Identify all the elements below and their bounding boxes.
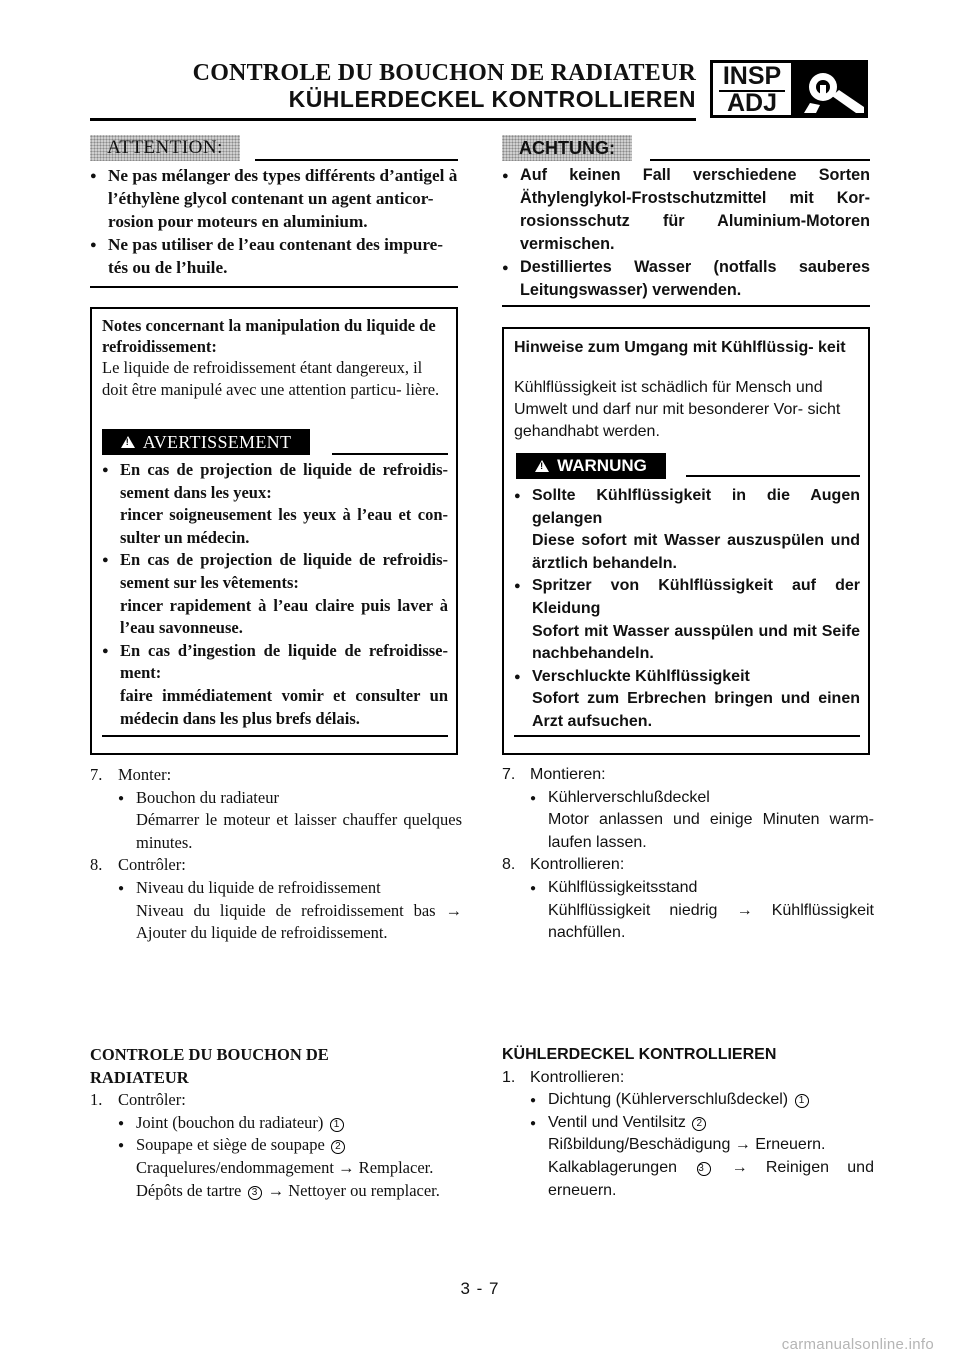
page-title-fr: CONTROLE DU BOUCHON DE RADIATEUR bbox=[192, 60, 696, 86]
step-7: 7. Monter: bbox=[90, 765, 172, 784]
badge-top-text: INSP bbox=[722, 62, 782, 90]
caution-list-fr bbox=[90, 164, 458, 279]
step-8: 8. Kontrollieren: bbox=[502, 856, 625, 874]
page-title-de: KÜHLERDECKEL KONTROLLIEREN bbox=[288, 86, 696, 112]
step-item: ● Niveau du liquide de refroidissement bbox=[90, 877, 462, 900]
list-item: ● En cas de projection de liquide de refroidis- sement dans les yeux: rincer soigneusement les yeux à l’eau et con- sulter un médecin. bbox=[102, 459, 448, 549]
warning-end-rule-fr bbox=[102, 735, 448, 737]
step-item: ● Soupape et siège de soupape 2 bbox=[90, 1134, 462, 1157]
warning-label-de bbox=[516, 453, 666, 479]
section-radiator-cap-de bbox=[502, 1044, 874, 1202]
step-text: Dépôts de tartre 3 → Nettoyer ou remplacer. bbox=[136, 1180, 440, 1200]
caution-rule-fr bbox=[255, 159, 458, 161]
watermark[interactable]: carmanualsonline.info bbox=[781, 1336, 934, 1353]
step-8: 8. Contrôler: bbox=[90, 855, 186, 875]
list-item: ● Ne pas utiliser de l’eau contenant des impure- tés ou de l’huile. bbox=[90, 233, 458, 279]
callout-ref: 2 bbox=[692, 1117, 706, 1131]
note-heading-de: Hinweise zum Umgang mit Kühlflüssig- keit bbox=[514, 339, 846, 356]
step-item: ● Ventil und Ventilsitz 2 bbox=[502, 1112, 874, 1135]
coolant-note-box-fr bbox=[90, 307, 458, 755]
warning-label-text: WARNUNG bbox=[557, 456, 647, 475]
insp-adj-badge bbox=[710, 60, 868, 118]
warning-rule-fr bbox=[332, 453, 448, 455]
step-text: Craquelures/endommagement → Remplacer. bbox=[136, 1157, 434, 1177]
list-item: ● Destilliertes Wasser (notfalls sauberes Leitungswasser) verwenden. bbox=[502, 256, 870, 302]
warning-label-fr bbox=[102, 429, 310, 455]
caution-label-fr: ATTENTION: bbox=[90, 135, 240, 161]
warning-triangle-icon bbox=[121, 436, 135, 448]
caution-end-rule-de bbox=[502, 305, 870, 307]
step-7: 7. Montieren: bbox=[502, 766, 606, 783]
step-item: ● Dichtung (Kühlerverschlußdeckel) 1 bbox=[502, 1089, 874, 1112]
step-1: 1. Contrôler: bbox=[90, 1090, 186, 1110]
list-item: ● Verschluckte Kühlflüssigkeit Sofort zum Erbrechen bringen und einen Arzt aufsuchen. bbox=[514, 666, 860, 734]
wrench-tool-icon bbox=[794, 63, 865, 115]
step-item: ● Joint (bouchon du radiateur) 1 bbox=[90, 1112, 462, 1135]
note-heading-fr: Notes concernant la manipulation du liquide de refroidissement: bbox=[102, 316, 436, 356]
caution-list-de bbox=[502, 164, 870, 302]
section-radiator-cap-fr bbox=[90, 1044, 462, 1202]
header-rule bbox=[90, 118, 696, 121]
steps-fr bbox=[90, 764, 462, 945]
warning-list-fr bbox=[102, 459, 448, 730]
warning-list-de bbox=[514, 485, 860, 734]
callout-ref: 1 bbox=[795, 1094, 809, 1108]
step-text: Kühlflüssigkeit niedrig → Kühlflüssigkeit nachfüllen. bbox=[548, 901, 874, 942]
list-item: ● Auf keinen Fall verschiedene Sorten Äthylenglykol-Frostschutzmittel mit Kor- rosionsschutz für Aluminium-Motoren vermischen. bbox=[502, 164, 870, 256]
warning-label-text: AVERTISSEMENT bbox=[142, 431, 292, 452]
section-title-fr: CONTROLE DU BOUCHON DE RADIATEUR bbox=[90, 1045, 329, 1087]
step-text: Niveau du liquide de refroidissement bas → Ajouter du liquide de refroidissement. bbox=[136, 900, 462, 943]
badge-bottom-text: ADJ bbox=[726, 89, 777, 117]
list-item: ● Sollte Kühlflüssigkeit in die Augen gelangen Diese sofort mit Wasser auszuspülen und ärztlich behandeln. bbox=[514, 485, 860, 575]
step-text: Rißbildung/Beschädigung → Erneuern. bbox=[548, 1136, 826, 1154]
step-text: Démarrer le moteur et laisser chauffer quelques minutes. bbox=[136, 810, 462, 852]
warning-triangle-icon bbox=[535, 460, 549, 472]
list-item: ● En cas d’ingestion de liquide de refroidisse- ment: faire immédiatement vomir et consulter un médecin dans les plus brefs délais. bbox=[102, 640, 448, 730]
list-item: ● Spritzer von Kühlflüssigkeit auf der Kleidung Sofort mit Wasser ausspülen und mit Seife nachbehandeln. bbox=[514, 575, 860, 665]
caution-rule-de bbox=[650, 159, 870, 161]
callout-ref: 3 bbox=[248, 1186, 262, 1200]
steps-de bbox=[502, 764, 874, 945]
callout-ref: 3 bbox=[697, 1162, 711, 1176]
caution-end-rule-fr bbox=[90, 286, 458, 288]
coolant-note-box-de bbox=[502, 327, 870, 755]
step-text: Motor anlassen und einige Minuten warm- laufen lassen. bbox=[548, 811, 874, 851]
step-item: ● Kühlflüssigkeitsstand bbox=[502, 877, 874, 900]
section-title-de: KÜHLERDECKEL KONTROLLIEREN bbox=[502, 1046, 777, 1063]
callout-ref: 1 bbox=[330, 1118, 344, 1132]
note-body-de: Kühlflüssigkeit ist schädlich für Mensch und Umwelt und darf nur mit besonderer Vor- sicht gehandhabt werden. bbox=[514, 379, 841, 440]
step-item: ● Kühlerverschlußdeckel bbox=[502, 787, 874, 810]
page-number: 3 - 7 bbox=[460, 1279, 500, 1298]
step-item: ● Bouchon du radiateur bbox=[90, 787, 462, 810]
step-1: 1. Kontrollieren: bbox=[502, 1068, 625, 1086]
list-item: ● En cas de projection de liquide de refroidis- sement sur les vêtements: rincer rapidement à l’eau claire puis laver à l’eau savonneuse. bbox=[102, 549, 448, 639]
list-item: ● Ne pas mélanger des types différents d’antigel à l’éthylène glycol contenant un agent anticor- rosion pour moteurs en aluminium. bbox=[90, 164, 458, 233]
warning-end-rule-de bbox=[514, 735, 860, 737]
warning-rule-de bbox=[686, 475, 860, 477]
caution-label-de: ACHTUNG: bbox=[502, 135, 632, 161]
callout-ref: 2 bbox=[331, 1140, 345, 1154]
step-text: Kalkablagerungen 3 → Reinigen und erneuern. bbox=[548, 1158, 874, 1199]
note-body-fr: Le liquide de refroidissement étant dangereux, il doit être manipulé avec une attention particu- lière. bbox=[102, 358, 440, 399]
